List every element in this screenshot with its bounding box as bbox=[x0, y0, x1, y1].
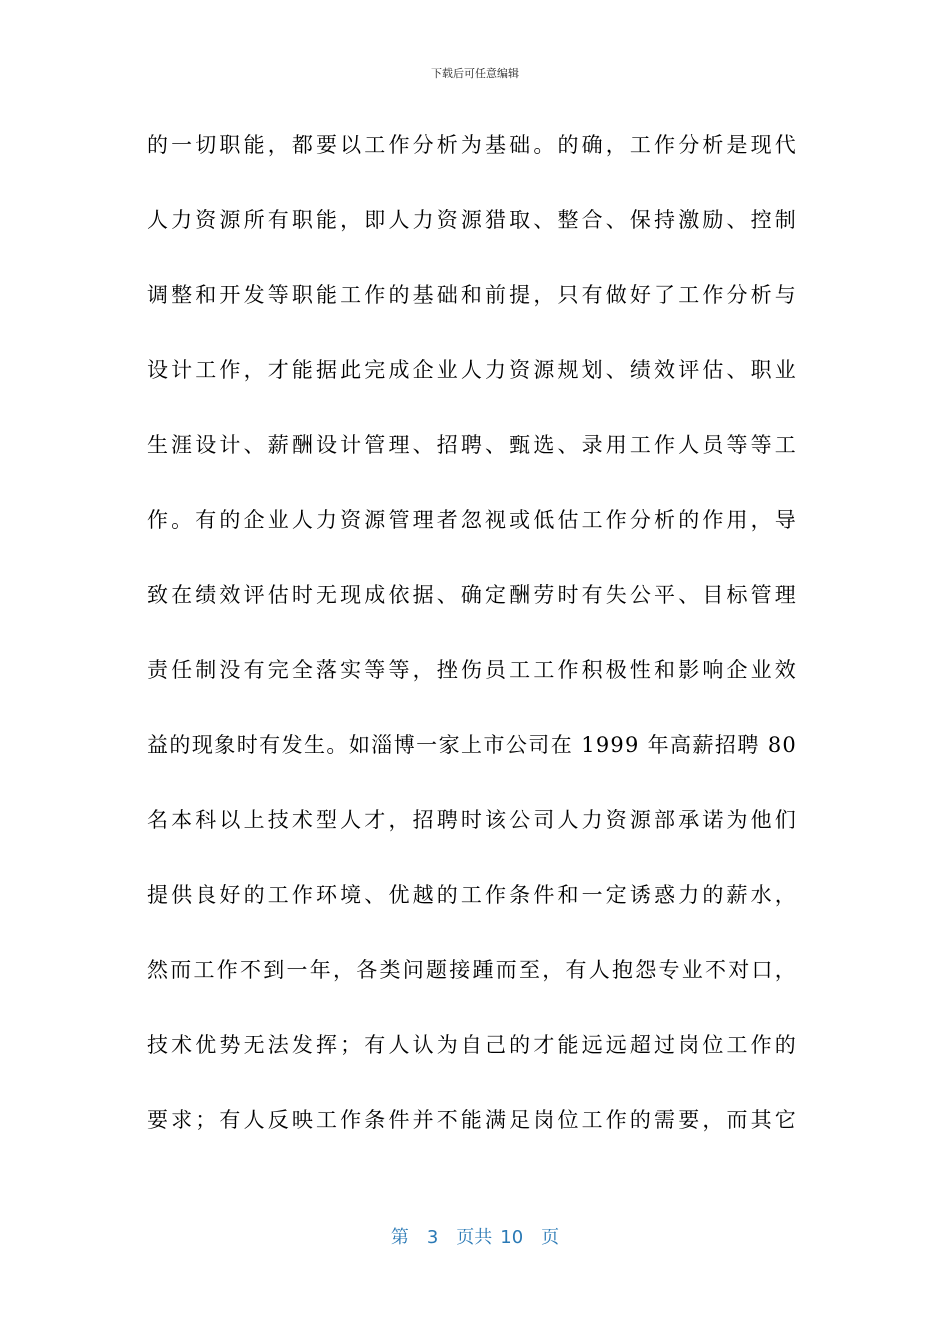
footer-prefix: 第 bbox=[390, 1227, 409, 1248]
body-line-13: 技术优势无法发挥；有人认为自己的才能远远超过岗位工作的 bbox=[147, 1033, 797, 1057]
body-line-9: 益的现象时有发生。如淄博一家上市公司在 1999 年高薪招聘 80 bbox=[147, 733, 797, 757]
body-line-12: 然而工作不到一年，各类问题接踵而至，有人抱怨专业不对口， bbox=[147, 958, 797, 982]
footer-suffix: 页 bbox=[541, 1227, 560, 1248]
footer-mid: 页共 bbox=[456, 1227, 493, 1248]
body-line-10: 名本科以上技术型人才，招聘时该公司人力资源部承诺为他们 bbox=[147, 808, 797, 832]
body-line-4: 设计工作，才能据此完成企业人力资源规划、绩效评估、职业 bbox=[147, 358, 797, 382]
body-line-11: 提供良好的工作环境、优越的工作条件和一定诱惑力的薪水， bbox=[147, 883, 797, 907]
page-footer bbox=[0, 1224, 950, 1252]
body-line-5: 生涯设计、薪酬设计管理、招聘、甄选、录用工作人员等等工 bbox=[147, 433, 797, 457]
document-body bbox=[147, 122, 797, 1172]
body-line-7: 致在绩效评估时无现成依据、确定酬劳时有失公平、目标管理 bbox=[147, 583, 797, 607]
body-line-2: 人力资源所有职能，即人力资源猎取、整合、保持激励、控制 bbox=[147, 208, 797, 232]
body-line-1: 的一切职能，都要以工作分析为基础。的确，工作分析是现代 bbox=[147, 133, 797, 157]
body-line-3: 调整和开发等职能工作的基础和前提，只有做好了工作分析与 bbox=[147, 283, 797, 307]
body-line-6: 作。有的企业人力资源管理者忽视或低估工作分析的作用，导 bbox=[147, 508, 797, 532]
body-line-14: 要求；有人反映工作条件并不能满足岗位工作的需要，而其它 bbox=[147, 1108, 797, 1132]
page-header-note: 下载后可任意编辑 bbox=[431, 67, 519, 80]
footer-page-number: 3 bbox=[426, 1227, 439, 1248]
body-line-8: 责任制没有完全落实等等，挫伤员工工作积极性和影响企业效 bbox=[147, 658, 797, 682]
footer-total-pages: 10 bbox=[500, 1227, 524, 1248]
